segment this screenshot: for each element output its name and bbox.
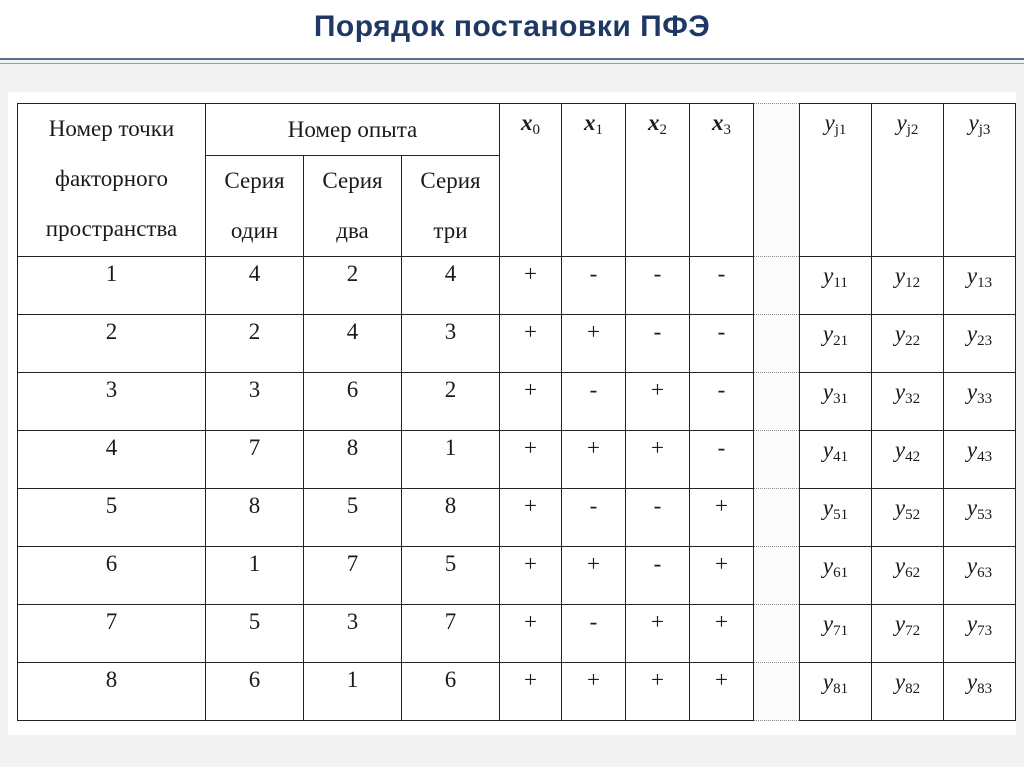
response-subscript: 83 [977, 681, 993, 697]
cell-value: 3 [248, 377, 261, 402]
response-cell [800, 663, 872, 721]
factor-subscript: 2 [659, 122, 667, 138]
factor-subscript: 3 [723, 122, 731, 138]
cell-value: 4 [105, 435, 118, 460]
response-subscript: 41 [833, 449, 849, 465]
response-symbol: y [966, 495, 978, 520]
series-header-line: два [336, 218, 369, 243]
response-symbol: y [824, 110, 835, 135]
factor-level-cell-x3 [690, 431, 754, 489]
factor-level-cell-x1 [562, 257, 626, 315]
factor-level-cell-x1 [562, 315, 626, 373]
factor-header-x1 [562, 104, 626, 257]
spacer-column [754, 104, 800, 257]
factor-level-cell-x1 [562, 431, 626, 489]
factor-level-sign: + [524, 667, 537, 692]
response-symbol: y [966, 669, 978, 694]
cell-value: 7 [248, 435, 261, 460]
factor-level-sign: - [717, 435, 726, 460]
response-symbol: y [822, 321, 834, 346]
response-symbol: y [822, 379, 834, 404]
factor-level-sign: + [715, 609, 728, 634]
cell-value: 4 [248, 261, 261, 286]
response-subscript: 51 [833, 507, 849, 523]
factor-level-cell-x3 [690, 663, 754, 721]
response-subscript: 73 [977, 623, 993, 639]
table-row [18, 431, 1016, 489]
response-symbol: y [822, 669, 834, 694]
response-symbol: y [894, 379, 906, 404]
response-subscript: 72 [905, 623, 921, 639]
response-symbol: y [894, 611, 906, 636]
point-number-cell [18, 547, 206, 605]
factor-level-sign: + [715, 493, 728, 518]
factor-level-sign: + [651, 377, 664, 402]
cell-value: 5 [248, 609, 261, 634]
factor-symbol: x [521, 110, 533, 135]
factor-level-cell-x1 [562, 373, 626, 431]
factor-header-x2 [626, 104, 690, 257]
series-one-cell [206, 663, 304, 721]
response-cell [800, 547, 872, 605]
cell-value: 1 [444, 435, 457, 460]
series-three-cell [402, 547, 500, 605]
factor-level-cell-x1 [562, 547, 626, 605]
cell-value: 1 [105, 261, 118, 286]
table-row [18, 489, 1016, 547]
response-symbol: y [822, 553, 834, 578]
factor-level-cell-x0 [500, 489, 562, 547]
response-subscript: 42 [905, 449, 921, 465]
series-header-two [304, 156, 402, 257]
series-three-cell [402, 489, 500, 547]
response-subscript: 63 [977, 565, 993, 581]
series-three-cell [402, 663, 500, 721]
response-symbol: y [966, 321, 978, 346]
factor-level-cell-x1 [562, 663, 626, 721]
cell-value: 5 [444, 551, 457, 576]
cell-value: 3 [444, 319, 457, 344]
spacer-cell [754, 663, 800, 721]
series-three-cell [402, 605, 500, 663]
factor-level-cell-x3 [690, 489, 754, 547]
point-number-cell [18, 489, 206, 547]
series-header-line: один [230, 218, 279, 243]
factor-level-cell-x2 [626, 489, 690, 547]
cell-value: 6 [444, 667, 457, 692]
factor-symbol: x [584, 110, 596, 135]
series-header-one [206, 156, 304, 257]
point-number-cell [18, 431, 206, 489]
factor-level-cell-x2 [626, 663, 690, 721]
factor-level-sign: - [589, 377, 598, 402]
factor-level-cell-x3 [690, 257, 754, 315]
response-subscript: 32 [905, 391, 921, 407]
factor-level-sign: - [717, 261, 726, 286]
factor-symbol: x [712, 110, 724, 135]
factor-level-cell-x0 [500, 315, 562, 373]
factor-level-sign: - [589, 493, 598, 518]
factor-level-cell-x2 [626, 257, 690, 315]
response-symbol: y [966, 379, 978, 404]
series-three-cell [402, 257, 500, 315]
factor-level-cell-x0 [500, 663, 562, 721]
response-symbol: y [822, 437, 834, 462]
response-subscript: 82 [905, 681, 921, 697]
series-two-cell [304, 315, 402, 373]
slide-title: Порядок постановки ПФЭ [313, 10, 711, 43]
response-header-yj2 [872, 104, 944, 257]
point-header-line: факторного [55, 166, 168, 191]
response-subscript: 22 [905, 333, 921, 349]
cell-value: 7 [444, 609, 457, 634]
response-cell [944, 315, 1016, 373]
response-symbol: y [966, 553, 978, 578]
response-cell [872, 315, 944, 373]
factor-subscript: 0 [532, 122, 540, 138]
cell-value: 7 [105, 609, 118, 634]
response-subscript: j1 [834, 122, 847, 138]
series-header-line: Серия [322, 168, 383, 193]
point-number-cell [18, 605, 206, 663]
response-cell [944, 605, 1016, 663]
response-symbol: y [894, 669, 906, 694]
response-symbol: y [822, 611, 834, 636]
factor-level-sign: + [587, 667, 600, 692]
response-symbol: y [968, 110, 979, 135]
cell-value: 6 [346, 377, 359, 402]
response-subscript: 13 [977, 275, 993, 291]
factor-level-cell-x3 [690, 315, 754, 373]
series-two-cell [304, 605, 402, 663]
table-row [18, 605, 1016, 663]
point-header-line: Номер точки [48, 116, 175, 141]
factor-level-cell-x2 [626, 373, 690, 431]
response-cell [944, 489, 1016, 547]
factor-level-cell-x1 [562, 605, 626, 663]
series-header-line: три [433, 218, 468, 243]
response-subscript: 53 [977, 507, 993, 523]
factor-header-x3 [690, 104, 754, 257]
table-row [18, 257, 1016, 315]
response-cell [800, 605, 872, 663]
response-symbol: y [894, 263, 906, 288]
response-subscript: 81 [833, 681, 849, 697]
factor-level-sign: - [653, 319, 662, 344]
cell-value: 8 [248, 493, 261, 518]
series-one-cell [206, 257, 304, 315]
cell-value: 2 [346, 261, 359, 286]
cell-value: 8 [346, 435, 359, 460]
spacer-cell [754, 315, 800, 373]
response-symbol: y [894, 553, 906, 578]
series-one-cell [206, 373, 304, 431]
response-symbol: y [894, 495, 906, 520]
response-cell [800, 373, 872, 431]
response-cell [872, 663, 944, 721]
response-symbol: y [822, 495, 834, 520]
spacer-cell [754, 431, 800, 489]
factor-level-cell-x3 [690, 605, 754, 663]
response-subscript: 52 [905, 507, 921, 523]
cell-value: 8 [105, 667, 118, 692]
factor-level-sign: - [589, 609, 598, 634]
factor-level-sign: + [587, 319, 600, 344]
response-cell [800, 489, 872, 547]
cell-value: 2 [105, 319, 118, 344]
factor-level-sign: + [587, 551, 600, 576]
response-header-yj1 [800, 104, 872, 257]
table-row [18, 315, 1016, 373]
response-symbol: y [823, 263, 834, 288]
response-cell [800, 315, 872, 373]
factor-level-cell-x0 [500, 605, 562, 663]
cell-value: 3 [105, 377, 118, 402]
series-two-cell [304, 431, 402, 489]
series-header-line: Серия [224, 168, 285, 193]
response-header-yj3 [944, 104, 1016, 257]
factor-level-sign: + [651, 435, 664, 460]
cell-value: 4 [444, 261, 457, 286]
response-symbol: y [894, 437, 906, 462]
factor-level-cell-x2 [626, 547, 690, 605]
series-two-cell [304, 547, 402, 605]
response-cell [800, 431, 872, 489]
factor-level-sign: + [587, 435, 600, 460]
factor-level-sign: - [653, 493, 662, 518]
cell-value: 6 [248, 667, 261, 692]
cell-value: 2 [444, 377, 457, 402]
factor-header-x0 [500, 104, 562, 257]
cell-value: 3 [346, 609, 359, 634]
series-two-cell [304, 257, 402, 315]
response-subscript: 11 [833, 275, 848, 291]
factor-level-sign: + [524, 435, 537, 460]
slide-header [0, 0, 1024, 58]
factor-level-cell-x0 [500, 547, 562, 605]
response-cell [944, 373, 1016, 431]
factor-level-cell-x3 [690, 547, 754, 605]
response-cell [872, 489, 944, 547]
response-subscript: 31 [833, 391, 849, 407]
experiment-number-header: Номер опыта [206, 104, 500, 156]
series-three-cell [402, 315, 500, 373]
factor-level-sign: + [524, 609, 537, 634]
response-subscript: j3 [978, 122, 991, 138]
series-header-three [402, 156, 500, 257]
cell-value: 8 [444, 493, 457, 518]
response-symbol: y [966, 437, 978, 462]
factor-level-sign: + [524, 319, 537, 344]
cell-value: 1 [346, 667, 359, 692]
response-subscript: 21 [833, 333, 849, 349]
response-subscript: 62 [905, 565, 921, 581]
factor-level-sign: - [653, 551, 662, 576]
factor-level-sign: + [651, 609, 664, 634]
response-cell [872, 431, 944, 489]
point-number-cell [18, 315, 206, 373]
point-header-line: пространства [45, 216, 178, 241]
factor-level-sign: + [715, 551, 728, 576]
factor-level-sign: + [524, 551, 537, 576]
response-symbol: y [894, 321, 906, 346]
response-symbol: y [896, 110, 907, 135]
point-number-cell [18, 373, 206, 431]
experiment-plan-table [17, 103, 1016, 721]
cell-value: 4 [346, 319, 359, 344]
point-number-cell [18, 257, 206, 315]
response-cell [872, 605, 944, 663]
response-subscript: 33 [977, 391, 993, 407]
table-row [18, 663, 1016, 721]
factor-level-cell-x3 [690, 373, 754, 431]
response-symbol: y [966, 611, 978, 636]
response-cell [944, 257, 1016, 315]
factor-level-sign: - [717, 319, 726, 344]
table-row [18, 547, 1016, 605]
series-one-cell [206, 315, 304, 373]
factor-level-sign: - [589, 261, 598, 286]
spacer-cell [754, 547, 800, 605]
factor-level-sign: - [653, 261, 662, 286]
factor-level-sign: + [524, 261, 537, 286]
cell-value: 5 [105, 493, 118, 518]
response-subscript: 43 [977, 449, 993, 465]
series-three-cell [402, 431, 500, 489]
series-one-cell [206, 547, 304, 605]
series-header-line: Серия [420, 168, 481, 193]
response-subscript: 61 [833, 565, 849, 581]
spacer-cell [754, 489, 800, 547]
spacer-cell [754, 605, 800, 663]
series-two-cell [304, 663, 402, 721]
response-subscript: 23 [977, 333, 993, 349]
cell-value: 5 [346, 493, 359, 518]
factor-level-cell-x2 [626, 315, 690, 373]
header-divider-thin [0, 63, 1024, 64]
response-symbol: y [966, 263, 978, 288]
point-number-cell [18, 663, 206, 721]
series-one-cell [206, 489, 304, 547]
factor-level-cell-x1 [562, 489, 626, 547]
factor-symbol: x [648, 110, 660, 135]
series-one-cell [206, 431, 304, 489]
spacer-cell [754, 373, 800, 431]
factor-level-cell-x0 [500, 431, 562, 489]
response-cell [944, 663, 1016, 721]
response-cell [872, 547, 944, 605]
factor-level-sign: + [651, 667, 664, 692]
series-three-cell [402, 373, 500, 431]
header-divider [0, 58, 1024, 60]
factor-subscript: 1 [595, 122, 603, 138]
response-cell [944, 547, 1016, 605]
cell-value: 7 [346, 551, 359, 576]
factor-level-sign: + [524, 493, 537, 518]
factor-level-cell-x0 [500, 257, 562, 315]
response-cell [944, 431, 1016, 489]
cell-value: 2 [248, 319, 261, 344]
factor-level-sign: + [715, 667, 728, 692]
response-subscript: j2 [906, 122, 919, 138]
series-one-cell [206, 605, 304, 663]
cell-value: 6 [105, 551, 118, 576]
response-cell [800, 257, 872, 315]
series-two-cell [304, 373, 402, 431]
response-cell [872, 257, 944, 315]
response-subscript: 71 [833, 623, 849, 639]
factor-level-cell-x2 [626, 605, 690, 663]
cell-value: 1 [248, 551, 261, 576]
response-cell [872, 373, 944, 431]
factor-level-cell-x0 [500, 373, 562, 431]
response-subscript: 12 [905, 275, 921, 291]
point-number-header [18, 104, 206, 257]
factor-level-sign: - [717, 377, 726, 402]
table-row [18, 373, 1016, 431]
factor-level-sign: + [524, 377, 537, 402]
spacer-cell [754, 257, 800, 315]
factor-level-cell-x2 [626, 431, 690, 489]
series-two-cell [304, 489, 402, 547]
